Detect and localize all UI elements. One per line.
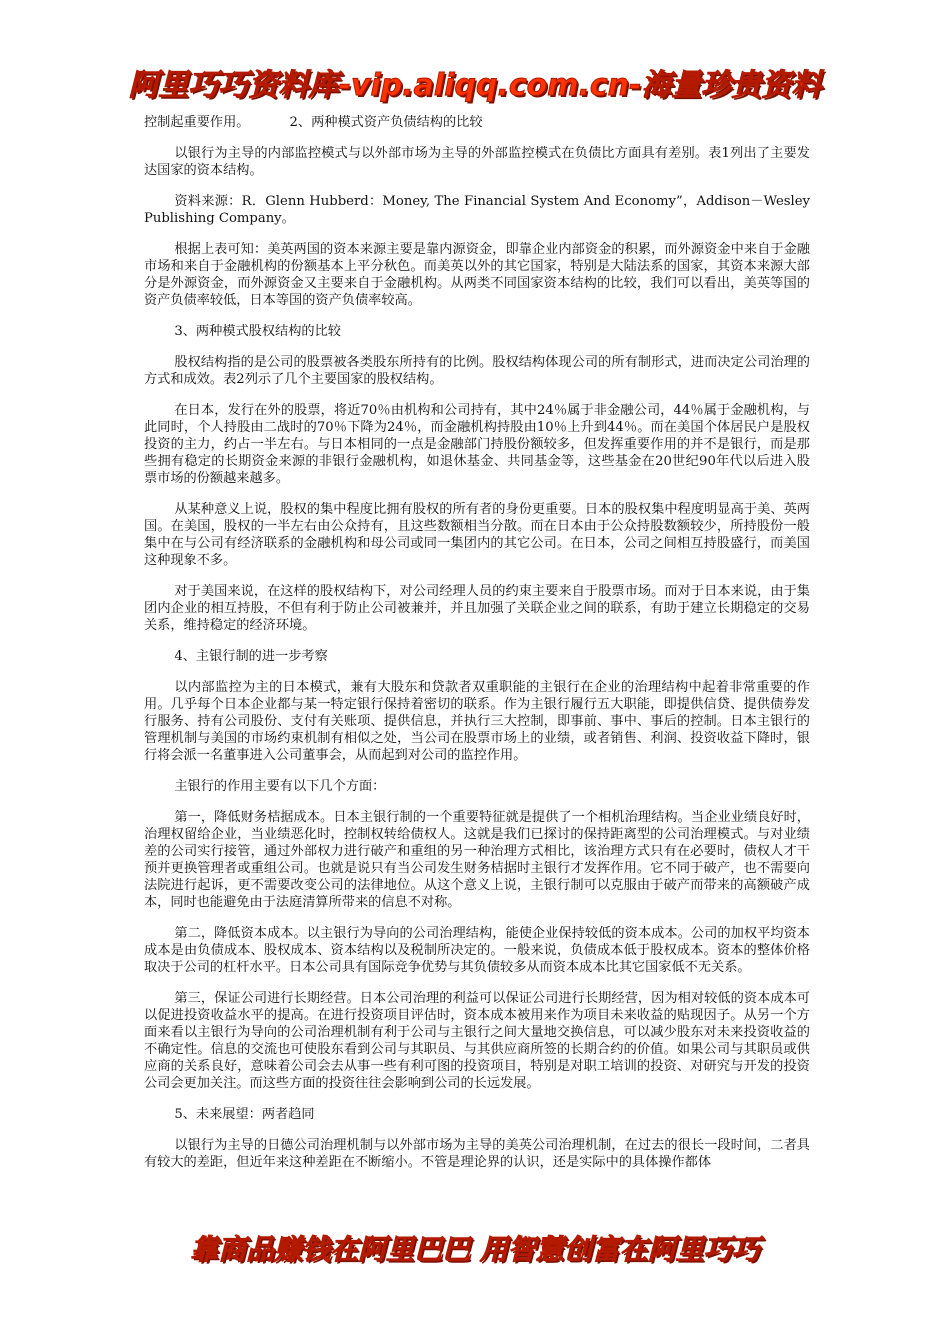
section-heading: 5、未来展望：两者趋同 <box>174 1107 315 1122</box>
paragraph: 以内部监控为主的日本模式，兼有大股东和贷款者双重职能的主银行在企业的治理结构中起着非常重要的作用。几乎每个日本企业都与某一特定银行保持着密切的联系。作为主银行履行五大职能，即提供信贷、提供债券发行服务、持有公司股份、支付有关账项、提供信息，并执行三大控制，即事前、事中、事后的控制。日本主银行的管理机制与美国的市场约束机制有相似之处，当公司在股票市场上的业绩，或者销售、利润、投资收益下降时，银行将会派一名董事进入公司董事会，从而起到对公司的监控作用。 <box>144 680 810 763</box>
paragraph: 对于美国来说，在这样的股权结构下，对公司经理人员的约束主要来自于股票市场。而对于日本来说，由于集团内企业的相互持股，不但有利于防止公司被兼并，并且加强了关联企业之间的联系，有助于建立长期稳定的交易关系，维持稳定的经济环境。 <box>144 584 810 633</box>
paragraph: 根据上表可知：美英两国的资本来源主要是靠内源资金，即靠企业内部资金的积累，而外源资金中来自于金融市场和来自于金融机构的份额基本上平分秋色。而美英以外的其它国家，特别是大陆法系的国家，其资本来源大部分是外源资金，而外源资金又主要来自于金融机构。从两类不同国家资本结构的比较，我们可以看出，美英等国的资产负债率较低，日本等国的资产负债率较高。 <box>144 242 810 308</box>
paragraph: 第三，保证公司进行长期经营。日本公司治理的利益可以保证公司进行长期经营，因为相对较低的资本成本可以促进投资收益水平的提高。在进行投资项目评估时，资本成本被用来作为项目未来收益的贴现因子。从另一个方面来看以主银行为导向的公司治理机制有利于公司与主银行之间大量地交换信息，可以减少股东对未来投资收益的不确定性。信息的交流也可使股东看到公司与其职员、与其供应商所签的长期合约的价值。如果公司与其职员或供应商的关系良好，意味着公司会去从事一些有利可图的投资项目，特别是对职工培训的投资、对研究与开发的投资公司会更加关注。而这些方面的投资往往会影响到公司的长远发展。 <box>144 991 810 1091</box>
header-banner: 阿里巧巧资料库-vip.aliqq.com.cn-海量珍贵资料 <box>128 68 822 103</box>
document-body <box>144 114 810 1171</box>
paragraph: 以银行为主导的日德公司治理机制与以外部市场为主导的美英公司治理机制，在过去的很长一段时间，二者具有较大的差距，但近年来这种差距在不断缩小。不管是理论界的认识，还是实际中的具体操作都体 <box>144 1138 810 1170</box>
paragraph: 第二，降低资本成本。以主银行为导向的公司治理结构，能使企业保持较低的资本成本。公司的加权平均资本成本是由负债成本、股权成本、资本结构以及税制所决定的。一般来说，负债成本低于股权成本。资本的整体价格取决于公司的杠杆水平。日本公司具有国际竞争优势与其负债较多从而资本成本比其它国家低不无关系。 <box>144 926 810 975</box>
paragraph: 在日本，发行在外的股票，将近70％由机构和公司持有，其中24％属于非金融公司，44％属于金融机构，与此同时，个人持股由二战时的70％下降为24％，而金融机构持股由10％上升到44％。而在美国个体居民户是股权投资的主力，约占一半左右。与日本相同的一点是金融部门持股份额较多，但发挥重要作用的并不是银行，而是那些拥有稳定的长期资金来源的非银行金融机构，如退休基金、共同基金等，这些基金在20世纪90年代以后进入股票市场的份额越来越多。 <box>144 403 810 486</box>
footer-banner: 靠商品赚钱在阿里巴巴 用智慧创富在阿里巧巧 <box>190 1233 760 1266</box>
source-note: 资料来源：R．Glenn Hubberd：Money, The Financial System And Economy”，Addison－Wesley Publishing Company。 <box>144 194 810 226</box>
paragraph <box>144 114 810 131</box>
section-heading: 3、两种模式股权结构的比较 <box>174 324 341 339</box>
paragraph: 以银行为主导的内部监控模式与以外部市场为主导的外部监控模式在负债比方面具有差别。表1列出了主要发达国家的资本结构。 <box>144 146 810 178</box>
text-fragment: 控制起重要作用。 <box>144 115 250 130</box>
section-heading: 4、主银行制的进一步考察 <box>174 649 328 664</box>
paragraph: 股权结构指的是公司的股票被各类股东所持有的比例。股权结构体现公司的所有制形式，进而决定公司治理的方式和成效。表2列示了几个主要国家的股权结构。 <box>144 355 810 387</box>
paragraph: 从某种意义上说，股权的集中程度比拥有股权的所有者的身份更重要。日本的股权集中程度明显高于美、英两国。在美国，股权的一半左右由公众持有，且这些数额相当分散。而在日本由于公众持股数额较少，所持股份一般集中在与公司有经济联系的金融机构和母公司或同一集团内的其它公司。在日本，公司之间相互持股盛行，而美国这种现象不多。 <box>144 502 810 568</box>
paragraph: 第一，降低财务桔据成本。日本主银行制的一个重要特征就是提供了一个相机治理结构。当企业业绩良好时，治理权留给企业，当业绩恶化时，控制权转给债权人。这就是我们已探讨的保持距离型的公司治理模式。与对业绩差的公司实行接管，通过外部权力进行破产和重组的另一种治理方式相比，该治理方式只有在必要时，债权人才干预并更换管理者或重组公司。也就是说只有当公司发生财务桔据时主银行才发挥作用。它不同于破产，也不需要向法院进行起诉，更不需要改变公司的法律地位。从这个意义上说，主银行制可以克服由于破产而带来的高额破产成本，同时也能避免由于法庭清算所带来的信息不对称。 <box>144 810 810 910</box>
section-heading: 2、两种模式资产负债结构的比较 <box>289 115 483 130</box>
paragraph: 主银行的作用主要有以下几个方面： <box>174 779 386 794</box>
